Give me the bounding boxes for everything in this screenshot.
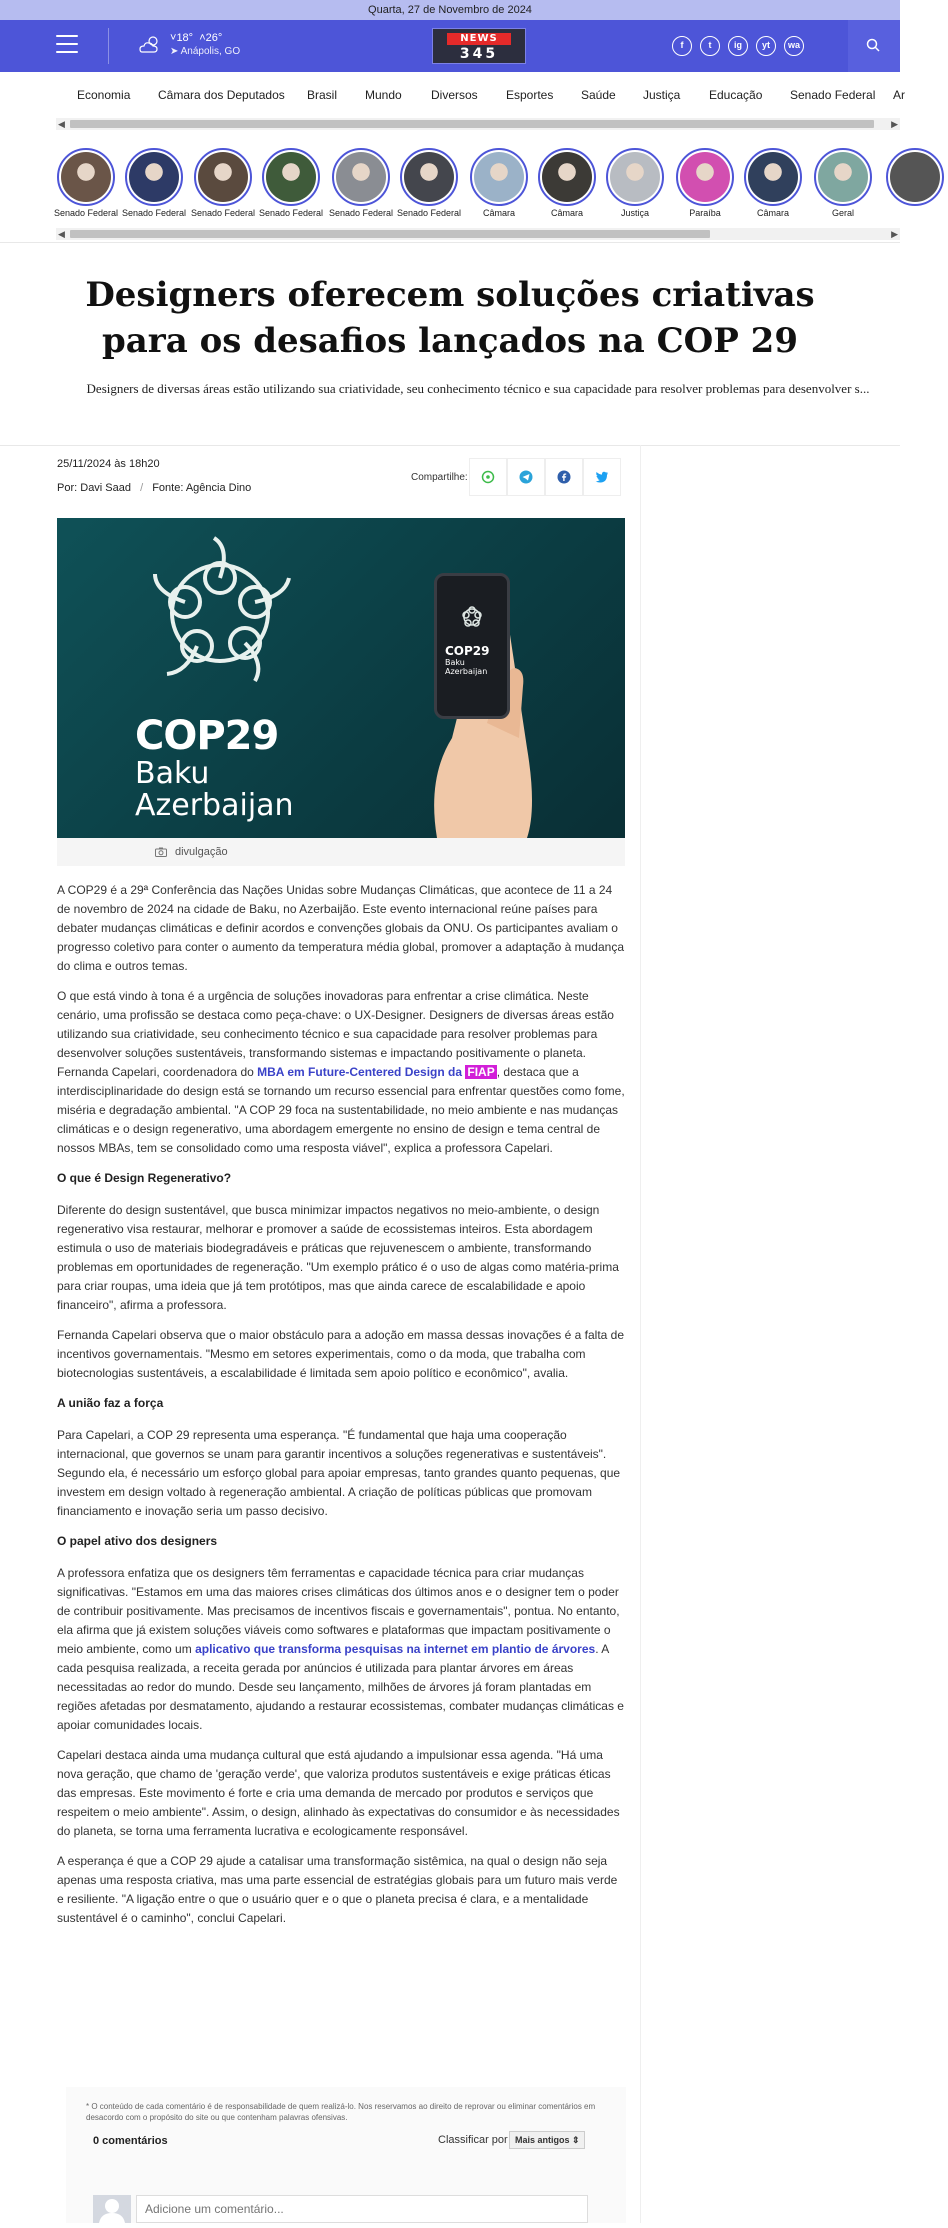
section-divider bbox=[0, 445, 900, 446]
story-thumbnail bbox=[610, 152, 660, 202]
section-heading: A união faz a força bbox=[57, 1396, 164, 1410]
stories-row bbox=[0, 144, 900, 222]
date-bar: Quarta, 27 de Novembro de 2024 bbox=[0, 0, 900, 20]
paragraph-text: O que está vindo à tona é a urgência de soluções inovadoras para enfrentar a crise climática. Neste cenário, uma profissão se destaca como peça-chave: o UX-Designer. Designers de diversas áreas estão utilizando sua criatividade, seu conhecimento técnico e sua capacidade para resolver problemas para desenvolver soluções sustentáveis, transformando sistemas e impactando positivamente o planeta. Fernanda Capelari, coordenadora do bbox=[57, 989, 614, 1079]
story-label: Câmara bbox=[482, 208, 515, 218]
author-name: Davi Saad bbox=[80, 482, 132, 494]
paragraph-text: . A cada pesquisa realizada, a receita gerada por anúncios é utilizada para plantar árvores em áreas necessitadas ao redor do mundo. Desde seu lançamento, milhões de árvores já foram plantadas em regiões afetadas por desmatamento, ajudando a restaurar ecossistemas, combater mudanças climáticas e apoiar comunidades locais. bbox=[57, 1642, 624, 1732]
story-thumbnail bbox=[542, 152, 592, 202]
paragraph-text: , destaca que a interdisciplinaridade do design está se tornando um recurso essencial para enfrentar questões como fome, miséria e degradação ambiental. "A COP 29 foca na sustentabilidade, no meio ambiente e nas mudanças climáticas e o design regenerativo, uma abordagem emergente no ensino de design e tema central de nossos MBAs, tem se consolidado como uma resposta viável", explica a professora Capelari. bbox=[57, 1065, 625, 1155]
temp-max: 26° bbox=[205, 32, 223, 44]
nav-scrollbar-thumb[interactable] bbox=[70, 120, 874, 128]
story-ring bbox=[400, 148, 458, 206]
paragraph: Para Capelari, a COP 29 representa uma esperança. "É fundamental que haja uma cooperação internacional, que governos se unam para garantir incentivos a soluções regenerativas e sustentáveis". Segundo ela, é necessário um esforço global para apoiar empresas, tanto grandes quanto pequenas, que investem em design voltado à regeneração ambiental. A criação de políticas públicas que promovam financiamento e inovação seria um passo decisivo. bbox=[57, 1428, 621, 1518]
comments-section bbox=[66, 2087, 626, 2223]
weather-location: Anápolis, GO bbox=[180, 46, 241, 57]
nav-scrollbar[interactable] bbox=[56, 118, 900, 130]
avatar bbox=[93, 2195, 131, 2223]
sidebar-divider bbox=[640, 445, 641, 2223]
story-ring bbox=[470, 148, 528, 206]
twitter-icon[interactable]: t bbox=[700, 36, 720, 56]
story-label: Câmara bbox=[550, 208, 583, 218]
nav-item-camara-deputados[interactable]: Câmara dos Deputados bbox=[158, 88, 285, 102]
story-ring bbox=[538, 148, 596, 206]
sort-select[interactable]: Mais antigos ⇕ bbox=[509, 2131, 585, 2149]
story-item[interactable] bbox=[740, 148, 806, 218]
story-item[interactable] bbox=[53, 148, 119, 218]
camera-icon bbox=[155, 847, 167, 857]
temp-min: 18° bbox=[176, 32, 194, 44]
arrow-down-icon: ˅ bbox=[170, 32, 177, 44]
logo-number-text: 345 bbox=[459, 46, 499, 62]
section-divider bbox=[0, 242, 900, 243]
story-label: Senado Federal bbox=[328, 208, 394, 218]
share-telegram-button[interactable] bbox=[507, 458, 545, 496]
paragraph: Fernanda Capelari observa que o maior obstáculo para a adoção em massa dessas inovações é a falta de incentivos governamentais. "Mesmo em setores experimentais, como o da moda, que trabalha com biotecnologias sustentáveis, a escalabilidade é limitada sem apoio político e econômico", avalia. bbox=[57, 1328, 625, 1380]
article-image bbox=[57, 518, 625, 838]
nav-item-economia[interactable]: Economia bbox=[77, 88, 131, 102]
comment-input[interactable] bbox=[136, 2195, 588, 2223]
share-whatsapp-button[interactable] bbox=[469, 458, 507, 496]
nav-item-senado-federal[interactable]: Senado Federal bbox=[790, 88, 876, 102]
stories-scrollbar-thumb[interactable] bbox=[70, 230, 710, 238]
site-logo[interactable] bbox=[432, 28, 526, 64]
story-ring bbox=[125, 148, 183, 206]
story-thumbnail bbox=[404, 152, 454, 202]
article-body bbox=[57, 881, 625, 1939]
story-label: Paraíba bbox=[689, 208, 721, 218]
section-heading: O papel ativo dos designers bbox=[57, 1534, 218, 1548]
story-item[interactable] bbox=[328, 148, 394, 218]
paragraph bbox=[57, 1564, 625, 1735]
image-caption bbox=[57, 838, 625, 866]
story-ring bbox=[744, 148, 802, 206]
whatsapp-icon bbox=[481, 470, 495, 484]
story-item[interactable] bbox=[258, 148, 324, 218]
phone-title-text: COP29 bbox=[445, 644, 490, 658]
paragraph-text: A professora enfatiza que os designers têm ferramentas e capacidade técnica para criar mudanças significativas. "Estamos em uma das maiores crises climáticas dos últimos anos e o designer tem o poder de contribuir positivamente. Mas precisamos de incentivos fiscais e governamentais", pontua. No entanto, ela afirma que já existem soluções viáveis como softwares e plataformas que impactam positivamente o meio ambiente, como um bbox=[57, 1566, 620, 1656]
article-subtitle: Designers de diversas áreas estão utilizando sua criatividade, seu conhecimento técnico e sua capacidade para resolver problemas para desenvolver s... bbox=[86, 381, 870, 396]
logo-news-text: NEWS bbox=[447, 33, 511, 45]
story-thumbnail bbox=[336, 152, 386, 202]
comments-disclaimer: * O conteúdo de cada comentário é de responsabilidade de quem realizá-lo. Nos reservamos ao direito de reprovar ou eliminar comentários em desacordo com o propósito do site ou que contenham palavras ofensivas. bbox=[86, 2102, 596, 2122]
section-heading: O que é Design Regenerativo? bbox=[57, 1171, 232, 1185]
story-label: Câmara bbox=[756, 208, 789, 218]
nav-item-diversos[interactable]: Diversos bbox=[431, 88, 478, 102]
fiap-highlight: FIAP bbox=[467, 1065, 495, 1079]
story-thumbnail bbox=[890, 152, 940, 202]
story-ring bbox=[57, 148, 115, 206]
user-icon bbox=[93, 2195, 131, 2223]
telegram-icon bbox=[519, 470, 533, 484]
weather-cloud-icon bbox=[138, 34, 162, 56]
story-item[interactable] bbox=[602, 148, 668, 218]
comments-count: 0 comentários bbox=[93, 2135, 168, 2147]
sort-label: Classificar por bbox=[438, 2134, 508, 2146]
paragraph: Diferente do design sustentável, que busca minimizar impactos negativos no meio-ambiente, o design regenerativo visa restaurar, melhorar e promover a saúde de ecossistemas inteiros. Esta abordagem estimula o uso de materiais biodegradáveis e práticas que rejuvenescem o ambiente, transformando problemas em oportunidades de regeneração. "Um exemplo prático é o uso de algas como matéria-prima para criar roupas, uma ideia que já tem protótipos, mas que ainda carece de escalabilidade e apoio financeiro", afirma a professora. bbox=[57, 1203, 619, 1312]
stories-scrollbar[interactable] bbox=[56, 228, 900, 240]
article-date: 25/11/2024 às 18h20 bbox=[57, 458, 160, 470]
scroll-right-icon[interactable]: ▶ bbox=[891, 229, 898, 239]
tree-app-link[interactable]: aplicativo que transforma pesquisas na internet em plantio de árvores bbox=[195, 1642, 596, 1656]
instagram-icon[interactable]: ig bbox=[728, 36, 748, 56]
story-label: Senado Federal bbox=[190, 208, 256, 218]
story-item[interactable] bbox=[534, 148, 600, 218]
nav-item-brasil[interactable]: Brasil bbox=[307, 88, 338, 102]
share-label: Compartilhe: bbox=[411, 472, 468, 483]
image-caption-text: divulgação bbox=[175, 846, 228, 858]
share-twitter-button[interactable] bbox=[583, 458, 621, 496]
story-label: Geral bbox=[831, 208, 854, 218]
search-button[interactable] bbox=[848, 20, 900, 72]
nav-item-more[interactable]: Ar bbox=[893, 88, 905, 102]
story-item[interactable] bbox=[396, 148, 462, 218]
twitter-icon bbox=[595, 471, 609, 483]
site-header bbox=[0, 20, 900, 72]
story-label: Senado Federal bbox=[396, 208, 462, 218]
location-pin-icon: ➤ bbox=[170, 46, 179, 57]
story-thumbnail bbox=[61, 152, 111, 202]
story-thumbnail bbox=[198, 152, 248, 202]
facebook-icon[interactable]: f bbox=[672, 36, 692, 56]
share-buttons bbox=[469, 458, 621, 496]
mba-link-text: MBA em Future-Centered Design da bbox=[257, 1065, 466, 1079]
facebook-icon bbox=[557, 470, 571, 484]
youtube-icon[interactable]: yt bbox=[756, 36, 776, 56]
story-ring bbox=[886, 148, 944, 206]
paragraph: Capelari destaca ainda uma mudança cultural que está ajudando a impulsionar essa agenda. "Há uma nova geração, que chamo de 'geração verde', que valoriza produtos sustentáveis e exige práticas éticas das empresas. Este movimento é forte e cria uma demanda de mercado por produtos e serviços que respeitem o meio ambiente". Assim, o design, alinhado às expectativas do consumidor e às necessidades do planeta, se torna uma ferramenta lucrativa e ecologicamente responsável. bbox=[57, 1748, 620, 1838]
header-divider bbox=[108, 28, 109, 64]
article-title: Designers oferecem soluções criativas para os desafios lançados na COP 29 bbox=[85, 275, 815, 361]
nav-item-educacao[interactable]: Educação bbox=[709, 88, 763, 102]
image-title-text: COP29 bbox=[135, 713, 279, 759]
story-ring bbox=[814, 148, 872, 206]
author-label: Por: bbox=[57, 482, 78, 494]
scroll-left-icon[interactable]: ◀ bbox=[58, 229, 65, 239]
nav-item-esportes[interactable]: Esportes bbox=[506, 88, 554, 102]
whatsapp-icon[interactable]: wa bbox=[784, 36, 804, 56]
nav-item-saude[interactable]: Saúde bbox=[581, 88, 616, 102]
article-byline bbox=[57, 482, 251, 494]
story-item[interactable] bbox=[121, 148, 187, 218]
category-nav bbox=[0, 80, 905, 112]
nav-item-justica[interactable]: Justiça bbox=[643, 88, 681, 102]
story-item[interactable] bbox=[672, 148, 738, 218]
story-item[interactable] bbox=[466, 148, 532, 218]
scroll-right-icon[interactable]: ▶ bbox=[891, 119, 898, 129]
story-thumbnail bbox=[680, 152, 730, 202]
search-icon bbox=[866, 38, 880, 52]
story-label: Senado Federal bbox=[53, 208, 119, 218]
paragraph bbox=[57, 987, 625, 1158]
story-thumbnail bbox=[129, 152, 179, 202]
phone-graphic bbox=[434, 573, 510, 719]
story-thumbnail bbox=[748, 152, 798, 202]
story-label: Justiça bbox=[620, 208, 649, 218]
story-ring bbox=[194, 148, 252, 206]
phone-subtitle-text: Baku Azerbaijan bbox=[445, 658, 488, 676]
share-facebook-button[interactable] bbox=[545, 458, 583, 496]
menu-icon[interactable] bbox=[56, 35, 78, 55]
arrow-up-icon: ˄ bbox=[199, 32, 206, 44]
story-item-partial[interactable] bbox=[882, 148, 948, 206]
mba-link[interactable] bbox=[257, 1065, 497, 1079]
social-links bbox=[672, 36, 804, 56]
story-label: Senado Federal bbox=[121, 208, 187, 218]
source-name: Agência Dino bbox=[185, 482, 252, 494]
story-ring bbox=[332, 148, 390, 206]
phone-emblem-graphic bbox=[457, 602, 487, 632]
story-ring bbox=[676, 148, 734, 206]
story-label: Senado Federal bbox=[258, 208, 324, 218]
story-item[interactable] bbox=[810, 148, 876, 218]
story-ring bbox=[262, 148, 320, 206]
story-thumbnail bbox=[266, 152, 316, 202]
nav-item-mundo[interactable]: Mundo bbox=[365, 88, 402, 102]
story-thumbnail bbox=[818, 152, 868, 202]
byline-separator: / bbox=[140, 482, 144, 494]
scroll-left-icon[interactable]: ◀ bbox=[58, 119, 65, 129]
weather-info bbox=[170, 32, 240, 58]
image-subtitle-text: Baku Azerbaijan bbox=[135, 756, 294, 823]
paragraph: A COP29 é a 29ª Conferência das Nações Unidas sobre Mudanças Climáticas, que acontece de 11 a 24 de novembro de 2024 na cidade de Baku, no Azerbaijão. Este evento internacional reúne países para debater mudanças climáticas e definir acordos e convenções globais da ONU. Os participantes avaliam o progresso coletivo para conter o aumento da temperatura média global, promover a adaptação à mudança do clima e outros temas. bbox=[57, 883, 625, 973]
source-label: Fonte: bbox=[152, 482, 184, 494]
story-thumbnail bbox=[474, 152, 524, 202]
paragraph: A esperança é que a COP 29 ajude a catalisar uma transformação sistêmica, na qual o design não seja apenas uma resposta criativa, mas uma parte essencial de estratégias globais para um futuro mais verde e resiliente. "A ligação entre o que o usuário quer e o que o planeta precisa é clara, e a mentalidade sustentável é o caminho", conclui Capelari. bbox=[57, 1854, 618, 1925]
story-item[interactable] bbox=[190, 148, 256, 218]
story-ring bbox=[606, 148, 664, 206]
